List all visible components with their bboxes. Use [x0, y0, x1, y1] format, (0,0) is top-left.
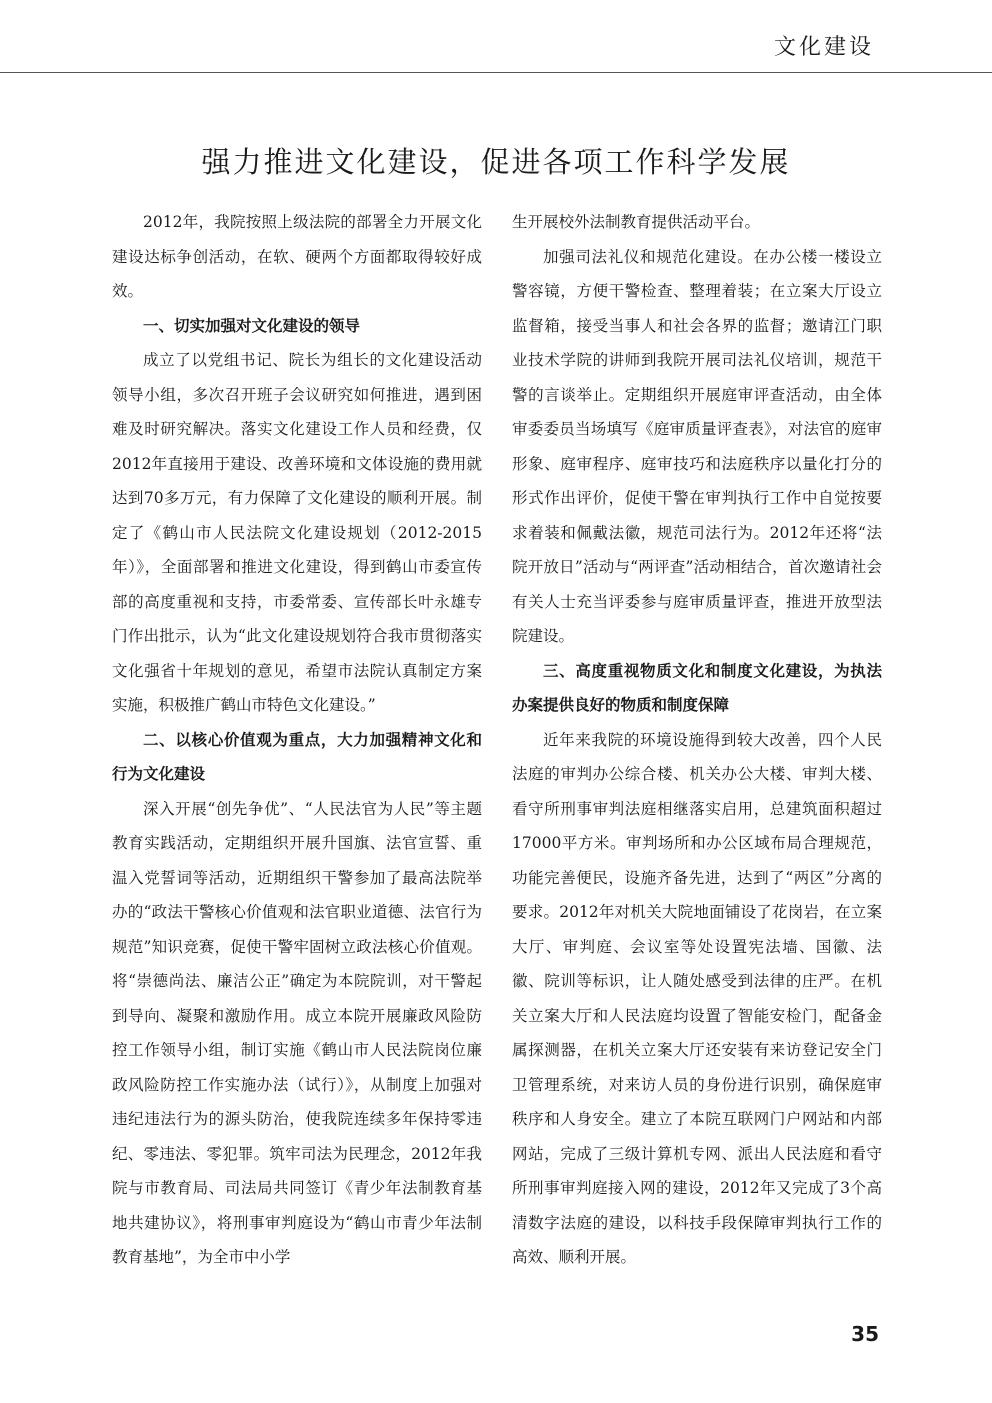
section-2-heading: 二、以核心价值观为重点，大力加强精神文化和行为文化建设 [112, 730, 482, 783]
section-2-paragraph-1: 深入开展“创先争优”、“人民法官为人民”等主题教育实践活动，定期组织开展升国旗、法官宣誓、重温入党誓词等活动，近期组织干警参加了最高法院举办的“政法干警核心价值观和法官职业道德、法官行为规范”知识竞赛，促使干警牢固树立政法核心价值观。将“崇德尚法、廉洁公正”确定为本院院训，对干警起到导向、凝聚和激励作用。成立本院开展廉政风险防控工作领导小组，制订实施《鹤山市人民法院岗位廉政风险防控工作实施办法（试行）》，从制度上加强对违纪违法行为的源头防治，使我院连续多年保持零违纪、零违法、零犯罪。筑牢司法为民理念，2012年我院与市教育局、司法局共同签订《青少年法制教育基地共建协议》，将刑事审判庭设为“鹤山市青少年法制教育基地”，为全市中小学 [112, 799, 482, 1266]
section-3-paragraph: 近年来我院的环境设施得到较大改善，四个人民法庭的审判办公综合楼、机关办公大楼、审判大楼、看守所刑事审判法庭相继落实启用，总建筑面积超过17000平方米。审判场所和办公区域布局合理规范，功能完善便民，设施齐备先进，达到了“两区”分离的要求。2012年对机关大院地面铺设了花岗岩，在立案大厅、审判庭、会议室等处设置宪法墙、国徽、法徽、院训等标识，让人随处感受到法律的庄严。在机关立案大厅和人民法庭均设置了智能安检门，配备金属探测器，在机关立案大厅还安装有来访登记安全门卫管理系统，对来访人员的身份进行识别，确保庭审秩序和人身安全。建立了本院互联网门户网站和内部网站，完成了三级计算机专网、派出人民法庭和看守所刑事审判庭接入网的建设，2012年又完成了3个高清数字法庭的建设，以科技手段保障审判执行工作的高效、顺利开展。 [512, 730, 882, 1266]
section-2-paragraph-2: 加强司法礼仪和规范化建设。在办公楼一楼设立警容镜，方便干警检查、整理着装；在立案大厅设立监督箱，接受当事人和社会各界的监督；邀请江门职业技术学院的讲师到我院开展司法礼仪培训，规范干警的言谈举止。定期组织开展庭审评查活动，由全体审委委员当场填写《庭审质量评查表》，对法官的庭审形象、庭审程序、庭审技巧和法庭秩序以量化打分的形式作出评价，促使干警在审判执行工作中自觉按要求着装和佩戴法徽，规范司法行为。2012年还将“法院开放日”活动与“两评查”活动相结合，首次邀请社会有关人士充当评委参与庭审质量评查，推进开放型法院建设。 [512, 247, 882, 645]
page-number: 35 [851, 1322, 879, 1346]
left-column [112, 205, 482, 1275]
article-title: 强力推进文化建设，促进各项工作科学发展 [201, 145, 791, 179]
section-1-paragraph: 成立了以党组书记、院长为组长的文化建设活动领导小组，多次召开班子会议研究如何推进，遇到困难及时研究解决。落实文化建设工作人员和经费，仅2012年直接用于建设、改善环境和文体设施的费用就达到70多万元，有力保障了文化建设的顺利开展。制定了《鹤山市人民法院文化建设规划（2012-2015年）》，全面部署和推进文化建设，得到鹤山市委宣传部的高度重视和支持，市委常委、宣传部长叶永雄专门作出批示，认为“此文化建设规划符合我市贯彻落实文化强省十年规划的意见，希望市法院认真制定方案实施，积极推广鹤山市特色文化建设。” [112, 351, 482, 714]
section-1-heading: 一、切实加强对文化建设的领导 [143, 316, 361, 335]
header-rule [0, 72, 992, 73]
right-column [512, 205, 882, 1275]
running-header: 文化建设 [773, 35, 874, 60]
section-2-paragraph-1-continued: 生开展校外法制教育提供活动平台。 [512, 213, 761, 231]
section-3-heading: 三、高度重视物质文化和制度文化建设，为执法办案提供良好的物质和制度保障 [512, 661, 882, 714]
intro-paragraph: 2012年，我院按照上级法院的部署全力开展文化建设达标争创活动，在软、硬两个方面都取得较好成效。 [112, 213, 482, 300]
